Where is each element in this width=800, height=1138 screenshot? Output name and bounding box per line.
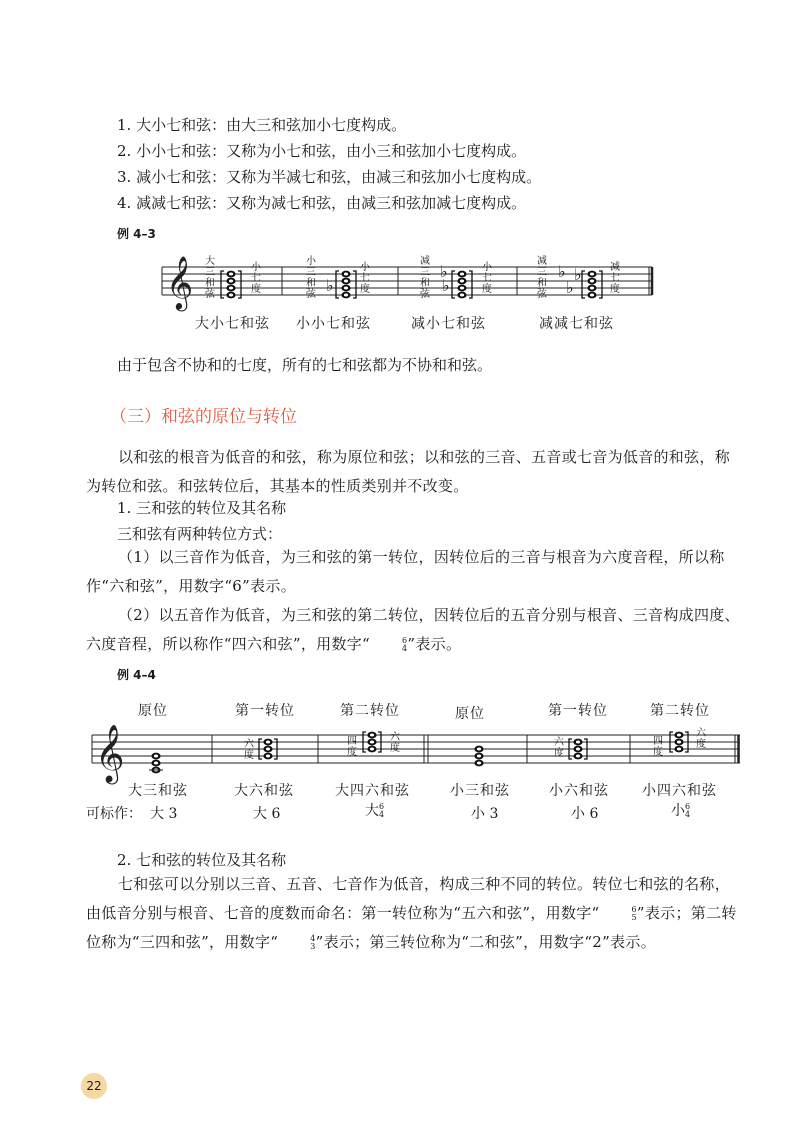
flat-icon: ♭ <box>558 262 566 281</box>
list-item-2: 2. 小小七和弦：又称为小七和弦，由小三和弦加小七度构成。 <box>117 142 527 160</box>
chord-left-label: 减三和弦 <box>420 256 430 300</box>
chord-mark: 大 3 <box>150 806 178 822</box>
item-second-inversion-end: ”表示。 <box>407 635 462 653</box>
chord-caption: 大四六和弦 <box>335 783 410 799</box>
flat-icon: ♭ <box>566 278 574 297</box>
position-label: 第二转位 <box>340 703 400 719</box>
chord-mark: 大 6 4 <box>365 802 385 819</box>
chord-mark: 小 3 <box>471 806 499 822</box>
chord-right-label: 小七度 <box>360 262 370 295</box>
flat-icon: ♭ <box>326 276 334 295</box>
position-label: 第一转位 <box>548 703 608 719</box>
chord-caption: 小三和弦 <box>450 783 510 799</box>
chord-caption: 小小七和弦 <box>296 316 371 332</box>
treble-clef-icon: 𝄞 <box>166 255 194 309</box>
position-label: 第二转位 <box>650 703 710 719</box>
position-label: 原位 <box>455 706 485 722</box>
subsection-2-paragraph: 七和弦可以分别以三音、五音、七音作为低音，构成三种不同的转位。转位七和弦的名称，由低音分别与根音、七音的度数而命名：第一转位称为“五六和弦”，用数字“ 6 5 ”表示；第二转位称为“三四和弦”，用数字“ 4 3 ”表示；第三转位称为“二和弦”，用数字“2”表示。 <box>86 875 737 951</box>
position-label: 第一转位 <box>235 703 295 719</box>
interval-label-six: 六度 <box>554 737 564 759</box>
chord-caption: 小四六和弦 <box>642 783 717 799</box>
flat-icon: ♭ <box>440 262 448 281</box>
interval-label-six: 六度 <box>390 732 400 754</box>
subsection-1-text: 三和弦有两种转位方式： <box>117 525 283 543</box>
position-label: 原位 <box>138 703 168 719</box>
chord-caption: 小六和弦 <box>549 783 609 799</box>
figure-six-five: 6 5 <box>631 905 637 922</box>
chord-left-label: 减三和弦 <box>537 256 547 300</box>
example-label-4-3: 例 4–3 <box>117 227 156 241</box>
list-item-4: 4. 减减七和弦：又称为减七和弦，由减三和弦加减七度构成。 <box>117 194 527 212</box>
list-item-3: 3. 减小七和弦：又称为半减七和弦，由减三和弦加小七度构成。 <box>117 168 542 186</box>
figure-six-four: 6 4 <box>379 802 385 819</box>
subsection-2-title: 2. 七和弦的转位及其名称 <box>117 851 287 869</box>
subsection-1-title: 1. 三和弦的转位及其名称 <box>117 499 287 517</box>
chord-left-label: 小三和弦 <box>306 256 316 300</box>
interval-label-six: 六度 <box>696 728 706 750</box>
section-heading: （三）和弦的原位与转位 <box>110 407 297 427</box>
interval-label-four: 四度 <box>653 736 663 758</box>
chord-right-label: 小七度 <box>251 262 261 295</box>
chord-mark: 小 6 <box>571 806 599 822</box>
treble-clef-icon: 𝄞 <box>95 724 125 782</box>
chord-mark: 大 6 <box>253 806 281 822</box>
chord-right-label: 减七度 <box>610 262 620 295</box>
interval-label-six: 六度 <box>244 739 254 761</box>
example-label-4-4: 例 4–4 <box>117 668 156 682</box>
flat-icon: ♭ <box>442 276 450 295</box>
chord-caption: 大六和弦 <box>234 783 294 799</box>
chord-caption: 减小七和弦 <box>411 316 486 332</box>
interval-label-four: 四度 <box>347 736 357 758</box>
figure-four-three: 4 3 <box>310 934 316 951</box>
item-first-inversion: （1）以三音作为低音，为三和弦的第一转位，因转位后的三音与根音为六度音程，所以称作“六和弦”，用数字“6”表示。 <box>86 548 725 595</box>
chord-caption: 减减七和弦 <box>539 316 614 332</box>
sentence-dissonant: 由于包含不协和的七度，所有的七和弦都为不协和和弦。 <box>117 356 493 374</box>
figure-six-four: 6 4 <box>685 802 691 819</box>
intro-paragraph: 以和弦的根音为低音的和弦，称为原位和弦；以和弦的三音、五音或七音为低音的和弦，称为转位和弦。和弦转位后，其基本的性质类别并不改变。 <box>86 448 731 495</box>
chord-left-label: 大三和弦 <box>205 256 215 300</box>
figure-six-four: 6 4 <box>402 636 408 653</box>
chord-caption: 大小七和弦 <box>195 316 270 332</box>
chord-caption: 大三和弦 <box>128 783 188 799</box>
mark-prefix: 可标作： <box>86 806 142 822</box>
chord-right-label: 小七度 <box>482 262 492 295</box>
chord-mark: 小 6 4 <box>671 802 691 819</box>
list-item-1: 1. 大小七和弦：由大三和弦加小七度构成。 <box>117 116 407 134</box>
item-second-inversion-text: （2）以五音作为低音，为三和弦的第二转位，因转位后的五音分别与根音、三音构成四度、六度音程，所以称作“四六和弦”，用数字“ <box>86 606 740 653</box>
page-number: 22 <box>81 1073 107 1099</box>
flat-icon: ♭ <box>574 265 582 284</box>
